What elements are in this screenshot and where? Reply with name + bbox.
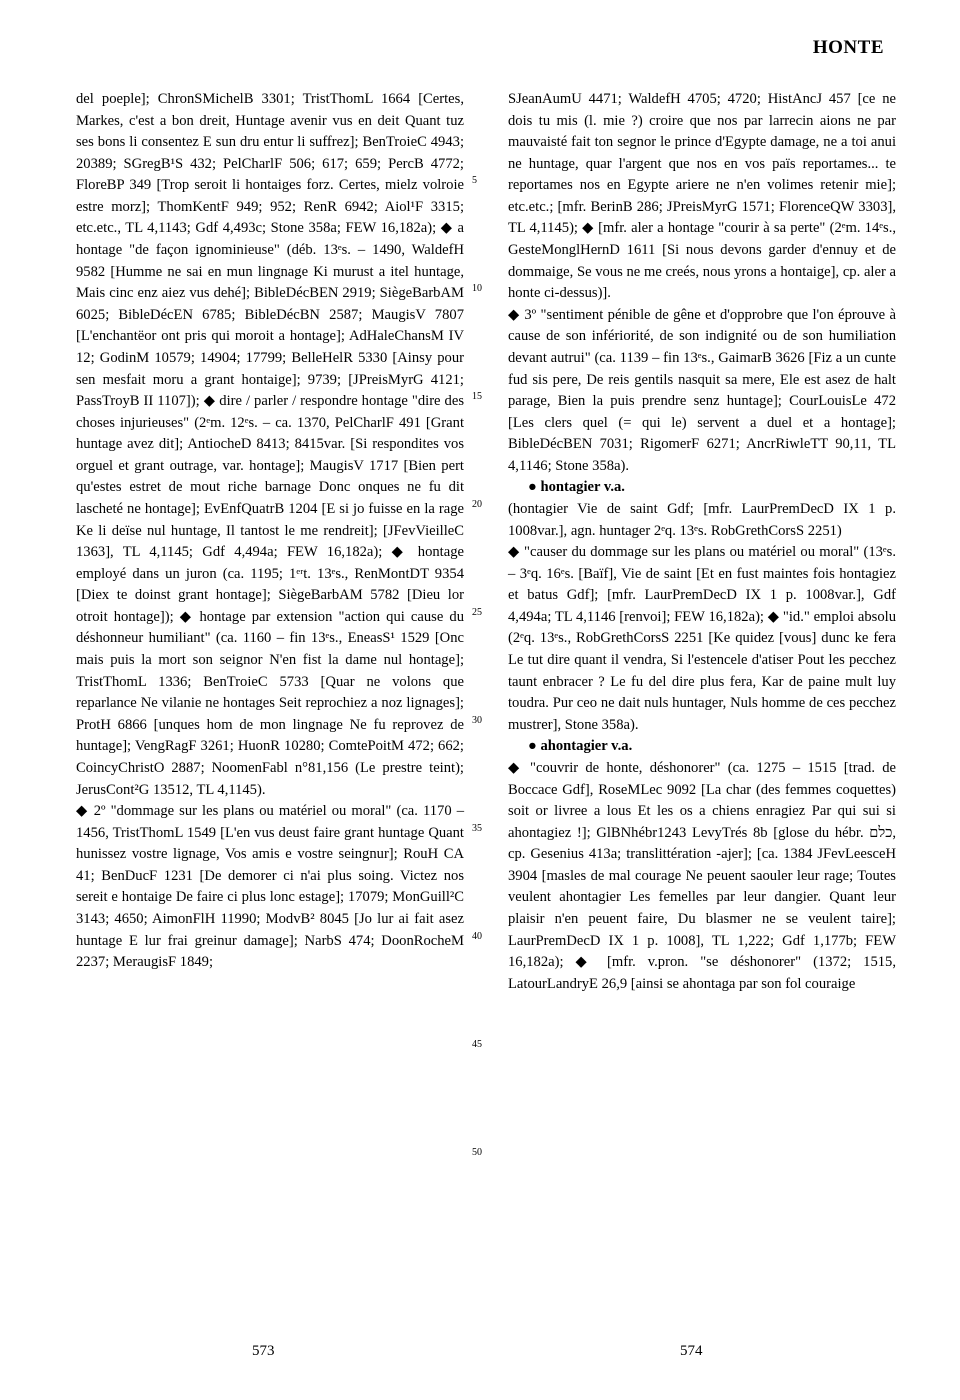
left-column — [76, 89, 464, 974]
line-number: 35 — [472, 823, 482, 834]
headword-ahontagier: ● ahontagier v.a. — [528, 738, 633, 755]
right-entry-paragraph-1: SJeanAumU 4471; WaldefH 4705; 4720; HistAncJ 457 [ce ne dois tu mis (l. mie ?) croire que nos par larrecin aions ne par mauvaisté fait ton segnor le prince d'Egypte damage, ne a toi anui ne huntage, quar l'argent que nos en vos païs reportames... te reportames nos en Egypte ariere ne n'en volimes retenir mie]; etc.etc.; [mfr. BerinB 286; JPreisMyrG 1571; FlorenceQW 3303], TL 4,1145); ◆ [mfr. aler a hontage "courir à sa perte" (2ᵉm. 14ᵉs., GesteMonglHernD 1611 [Si nous devons garder d'ennuy et de dommaige, Se vous ne me creés, nous yrons a hontaige], cp. aler a honte ci-dessus)]. — [508, 91, 896, 302]
right-column — [508, 89, 896, 995]
line-number: 40 — [472, 931, 482, 942]
line-number: 25 — [472, 607, 482, 618]
line-number: 5 — [472, 175, 477, 186]
page-number-left: 573 — [252, 1343, 275, 1359]
headword-hontagier: ● hontagier v.a. — [528, 479, 625, 496]
line-number: 50 — [472, 1147, 482, 1158]
right-entry-paragraph-5: ◆ "couvrir de honte, déshonorer" (ca. 1275 – 1515 [trad. de Boccace Gdf], RoseMLec 9092 [La char (des femmes coquettes) soit or livree a lous Et les os a chiens enragiez Par qui sui si ahontagiez !]; GlBNhébr1243 LevyTrés 8b [glose du hébr. כלם, cp. Gesenius 413a; translittération -ajer]; [ca. 1384 JFevLeesceH 3904 [masles de mal courage Ne peuent saouler leur rage; Toutes veulent ahontagier Les femelles par leur dangier. Quant leur plaisir n'en peuent faire, Du blasmer ne se veulent taire]; LaurPremDecD IX 1 p. 1008], TL 1,222; Gdf 1,177b; FEW 16,182a); ◆ [mfr. v.pron. "se déshonorer" (1372; 1515, LatourLandryE 26,9 [ainsi se ahontaga par son fol couraige — [508, 759, 896, 992]
line-number: 10 — [472, 283, 482, 294]
right-entry-paragraph-4: ◆ "causer du dommage sur les plans ou matériel ou moral" (13ᵉs. – 3ᵉq. 16ᵉs. [Baïf], Vie de saint [Et en fust maintes fois hontagiez et batus Gdf]; [mfr. LaurPremDecD IX 1 p. 1008var.], Gdf 4,494a; TL 4,1146 [renvoi]; FEW 16,182a); ◆ "id." emploi absolu (2ᵉq. 13ᵉs., RobGrethCorsS 2251 [Ke quidez [vous] dunc ke fera Le tut dire quant il vendra, Si l'estencele d'atiser Pout les pecchez taunt enbracer ? Le fu del dire plus fera, Kar de paine mult luy toudra. Pur ceo ne dait nuls huntager, Nuls homme de ces pecchez mustrer], Stone 358a). — [508, 544, 896, 733]
page-number-right: 574 — [680, 1343, 703, 1359]
left-entry-paragraph-2: ◆ 2º "dommage sur les plans ou matériel ou moral" (ca. 1170 – 1456, TristThomL 1549 [L'en vus deust faire grant huntage Quant hunissez vostre lignage, Vos amis e vostre seingnur]; RouH CA 41; BenDucF 1231 [De demorer ci n'ai plus soing. Victez nos sereit e hontaige De faire ci plus lonc estage]; 17079; MonGuill²C 3143; 4650; AimonFlH 11990; ModvB² 8045 [Jo lur ai fait asez huntage E lur frai greinur damage]; NarbS 474; DoonRocheM 2237; MeraugisF 1849; — [76, 803, 464, 971]
right-entry-paragraph-2: ◆ 3º "sentiment pénible de gêne et d'opprobre que l'on éprouve à cause de son infériorité, de son indignité ou de son humiliation devant autrui" (ca. 1139 – fin 13ᵉs., GaimarB 3626 [Fiz a un cunte fud sis pere, De reis gentils nasquit sa mere, Ele est asez de halt parage, Bien la puis prendre senz huntage]; CourLouisLe 472 [Les clers quel (= qui le) servent a duel et a hontage]; BibleDécBEN 7031; RigomerF 6271; AncrRiwleTT 90,11, TL 4,1146; Stone 358a). — [508, 306, 896, 474]
right-entry-paragraph-3: (hontagier Vie de saint Gdf; [mfr. LaurPremDecD IX 1 p. 1008var.], agn. huntager 2ᵉq. 13ᵉs. RobGrethCorsS 2251) — [508, 500, 896, 539]
line-number: 15 — [472, 391, 482, 402]
left-entry-paragraph-1: del poeple]; ChronSMichelB 3301; TristThomL 1664 [Certes, Markes, c'est a bon dreit, Huntage avenir vus en deit Quant tuz ses bons li consentez E sun dru entur li suffrez]; BenTroieC 4943; 20389; SGregB¹S 432; PelCharlF 506; 617; 659; PercB 4772; FloreBP 349 [Trop seroit li hontaiges forz. Certes, mielz volroie estre morz]; ThomKentF 949; 952; RenR 6942; Aiol¹F 3315; etc.etc., TL 4,1143; Gdf 4,493c; Stone 358a; FEW 16,182a); ◆ a hontage "de façon ignominieuse" (déb. 13ᵉs. – 1490, WaldefH 9582 [Humme ne sai en mun lingnage Ki murust a itel huntage, Mais cinc enz aiez vus dehé]; BibleDécBEN 2919; SiègeBarbAM 6025; BibleDécEN 6785; BibleDécBN 2587; MaugisV 7807 [L'enchantëor ont pris qui moroit a hontage]; AdHaleChansM IV 12; GodinM 10579; 14904; 17799; BelleHelR 5330 [Ainsy pour sen mesfait moru a grant hontaige]; 9739; [JPreisMyrG 4121; PassTroyB II 1107]); ◆ dire / parler / respondre hontage "dire des choses injurieuses" (2ᵉm. 12ᵉs. – ca. 1370, PelCharlF 491 [Grant huntage avez dit]; AntiocheD 8413; 8415var. [Si respondites vos orguel et grant outrage, var. hontage]; MaugisV 1717 [Bien pert qu'estes estret de mout riche barnage Donc onques ne fu dit lascheté ne hontage]; EvEnfQuatrB 1204 [E si jo fuisse en la rage Ke li deïse nul huntage, Il tantost le me rendreit]; [JFevVieilleC 1363], TL 4,1145; Gdf 4,494a; FEW 16,182a); ◆ hontage employé dans un juron (ca. 1195; 1ᵉʳt. 13ᵉs., RenMontDT 9354 [Diex te doinst grant hontage]; SiègeBarbAM 5782 [Dieu lor otroit hontage]); ◆ hontage par extension "action qui cause du déshonneur humiliant" (ca. 1160 – fin 13ᵉs., EneasS¹ 1529 [Onc mais puis la mort son seignor N'en fist la dame nul hontage]; TristThomL 1336; BenTroieC 5733 [Quar ne volons que reparlance Ne vilanie ne hontages Seit reprochiez a noz lignages]; ProtH 6866 [unques hom de mon lingnage Ne fu reprovez de huntage]; VengRagF 3261; HuonR 10280; ComtePoitM 472; 662; CoincyChristO 2887; NoomenFabl n°81,156 (Le prestre teint); JerusCont²G 13512, TL 4,1145). — [76, 91, 464, 798]
line-number: 30 — [472, 715, 482, 726]
running-head: HONTE — [812, 37, 884, 58]
line-number: 45 — [472, 1039, 482, 1050]
line-number: 20 — [472, 499, 482, 510]
